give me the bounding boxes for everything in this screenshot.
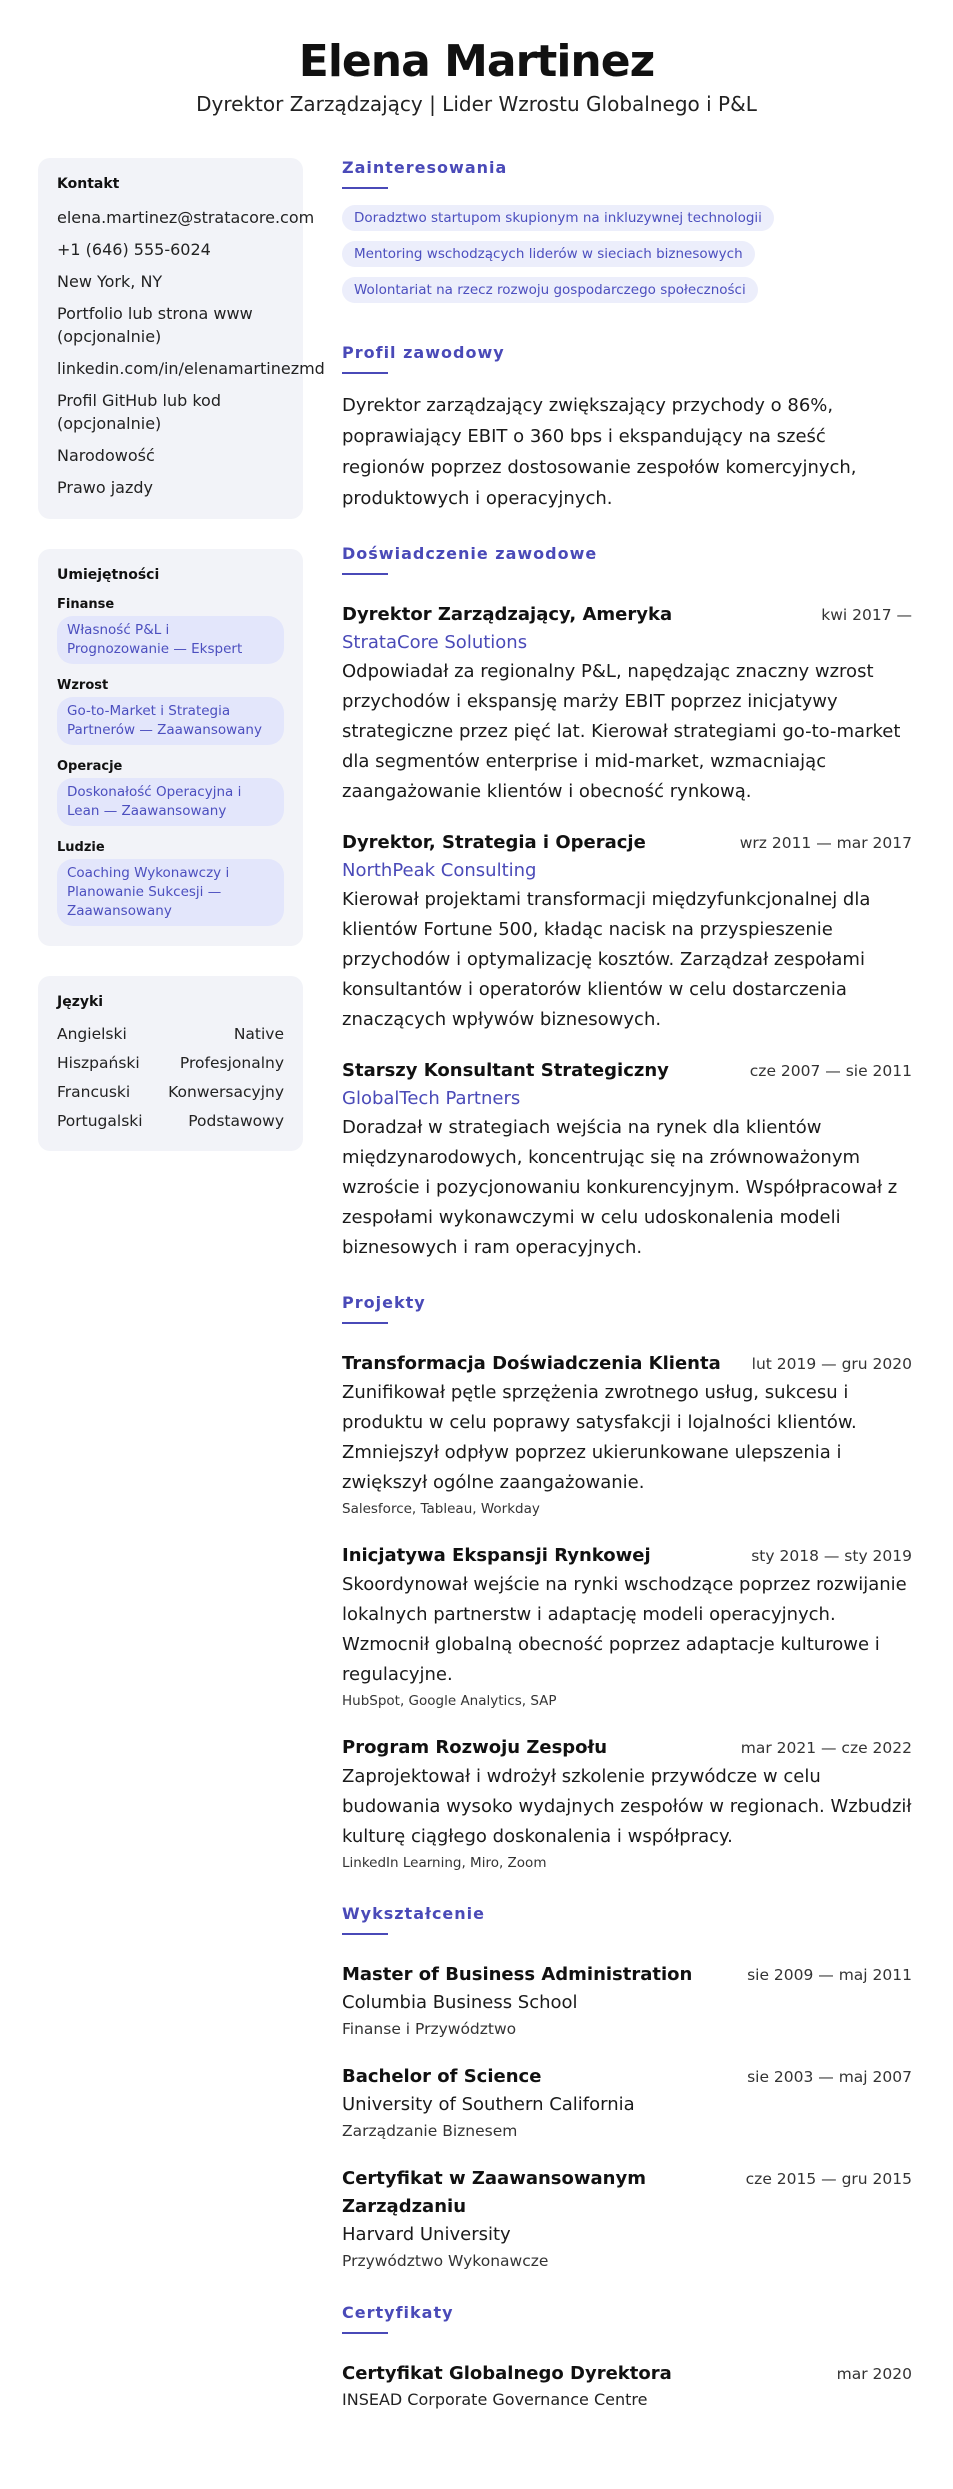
- section-divider: [342, 372, 388, 374]
- section-divider: [342, 187, 388, 189]
- language-level: Podstawowy: [188, 1112, 284, 1130]
- language-level: Konwersacyjny: [168, 1083, 284, 1101]
- project-name: Program Rozwoju Zespołu: [342, 1737, 608, 1758]
- candidate-headline: Dyrektor Zarządzający | Lider Wzrostu Globalnego i P&L: [196, 92, 757, 116]
- languages-title: Języki: [57, 994, 104, 1010]
- job-description: Doradzał w strategiach wejścia na rynek dla klientów międzynarodowych, koncentrując się na zrównoważonym wzroście i pozycjonowaniu konkurencyjnym. Współpracował z zespołami wykonawczymi w celu udoskonalenia modeli biznesowych i ram operacyjnych.: [342, 1117, 898, 1258]
- contact-linkedin[interactable]: linkedin.com/in/elenamartinezmd: [57, 359, 325, 378]
- experience-entry: [342, 829, 912, 1035]
- certification-name: Certyfikat Globalnego Dyrektora: [342, 2363, 672, 2384]
- company-name: GlobalTech Partners: [342, 1088, 521, 1109]
- projects-section: [342, 1293, 912, 1874]
- education-date: sie 2009 — maj 2011: [747, 1966, 912, 1984]
- skill-pill: Własność P&L i Prognozowanie — Ekspert: [57, 616, 284, 664]
- project-date: lut 2019 — gru 2020: [751, 1355, 912, 1373]
- skill-pill: Doskonałość Operacyjna i Lean — Zaawansowany: [57, 778, 284, 826]
- job-date: cze 2007 — sie 2011: [749, 1062, 912, 1080]
- experience-entry: [342, 1057, 912, 1263]
- sidebar: [38, 158, 325, 1181]
- project-tools: LinkedIn Learning, Miro, Zoom: [342, 1855, 547, 1871]
- language-level: Native: [233, 1025, 284, 1043]
- contact-portfolio[interactable]: Portfolio lub strona www (opcjonalnie): [57, 304, 253, 346]
- section-divider: [342, 2332, 388, 2334]
- project-date: mar 2021 — cze 2022: [740, 1739, 912, 1757]
- resume-header: [0, 0, 953, 116]
- project-tools: Salesforce, Tableau, Workday: [342, 1501, 540, 1517]
- interest-pill: Mentoring wschodzących liderów w sieciach biznesowych: [342, 241, 755, 267]
- project-date: sty 2018 — sty 2019: [751, 1547, 912, 1565]
- section-title: Projekty: [342, 1293, 426, 1312]
- certifications-section: [342, 2303, 912, 2412]
- certification-entry: [342, 2360, 912, 2412]
- skill-category: Wzrost: [57, 678, 109, 693]
- language-level: Profesjonalny: [179, 1054, 284, 1072]
- section-title: Certyfikaty: [342, 2303, 454, 2322]
- certification-issuer: INSEAD Corporate Governance Centre: [342, 2390, 648, 2409]
- skills-card: [38, 549, 303, 946]
- interest-pill: Wolontariat na rzecz rozwoju gospodarczego społeczności: [342, 277, 758, 303]
- skills-title: Umiejętności: [57, 567, 160, 583]
- language-name: Hiszpański: [57, 1054, 140, 1072]
- project-description: Zaprojektował i wdrożył szkolenie przywódcze w celu budowania wysoko wydajnych zespołów w regionach. Wzbudził kulturę ciągłego doskonalenia i współpracy.: [342, 1766, 912, 1847]
- language-name: Francuski: [57, 1083, 131, 1101]
- job-title: Dyrektor, Strategia i Operacje: [342, 832, 646, 853]
- project-name: Transformacja Doświadczenia Klienta: [342, 1353, 721, 1374]
- project-description: Skoordynował wejście na rynki wschodzące poprzez rozwijanie lokalnych partnerstw i adaptację modeli operacyjnych. Wzmocnił globalną obecność poprzez adaptacje kulturowe i regulacyjne.: [342, 1574, 907, 1685]
- profile-section: [342, 343, 912, 514]
- field-of-study: Przywództwo Wykonawcze: [342, 2252, 549, 2270]
- education-date: sie 2003 — maj 2007: [747, 2068, 912, 2086]
- degree-name: Master of Business Administration: [342, 1964, 693, 1985]
- skill-category: Finanse: [57, 597, 115, 612]
- experience-section: [342, 544, 912, 1263]
- skill-pill: Go-to-Market i Strategia Partnerów — Zaawansowany: [57, 697, 284, 745]
- interest-pill: Doradztwo startupom skupionym na inkluzywnej technologii: [342, 205, 774, 231]
- education-section: [342, 1904, 912, 2273]
- degree-name: Certyfikat w Zaawansowanym Zarządzaniu: [342, 2168, 646, 2217]
- language-name: Portugalski: [57, 1112, 143, 1130]
- section-title: Zainteresowania: [342, 158, 508, 177]
- project-entry: [342, 1350, 912, 1520]
- job-date: wrz 2011 — mar 2017: [739, 834, 912, 852]
- company-name: StrataCore Solutions: [342, 632, 528, 653]
- language-row: [57, 1024, 284, 1044]
- section-divider: [342, 1933, 388, 1935]
- school-name: University of Southern California: [342, 2094, 635, 2115]
- contact-nationality: Narodowość: [57, 446, 155, 465]
- education-entry: [342, 1961, 912, 2041]
- main-content: [342, 158, 912, 2442]
- project-name: Inicjatywa Ekspansji Rynkowej: [342, 1545, 651, 1566]
- contact-email[interactable]: elena.martinez@stratacore.com: [57, 208, 315, 227]
- school-name: Columbia Business School: [342, 1992, 578, 2013]
- degree-name: Bachelor of Science: [342, 2066, 542, 2087]
- field-of-study: Finanse i Przywództwo: [342, 2020, 517, 2038]
- job-date: kwi 2017 —: [821, 606, 912, 624]
- profile-summary: Dyrektor zarządzający zwiększający przychody o 86%, poprawiający EBIT o 360 bps i ekspandujący na sześć regionów poprzez dostosowanie zespołów komercyjnych, produktowych i operacyjnych.: [342, 395, 857, 509]
- languages-card: [38, 976, 303, 1151]
- project-entry: [342, 1542, 912, 1712]
- certification-date: mar 2020: [836, 2365, 912, 2383]
- skill-category: Operacje: [57, 759, 123, 774]
- education-date: cze 2015 — gru 2015: [745, 2170, 912, 2188]
- contact-driving-license: Prawo jazdy: [57, 478, 153, 497]
- education-entry: [342, 2165, 912, 2273]
- section-title: Doświadczenie zawodowe: [342, 544, 598, 563]
- job-title: Starszy Konsultant Strategiczny: [342, 1060, 669, 1081]
- section-divider: [342, 1322, 388, 1324]
- section-title: Wykształcenie: [342, 1904, 485, 1923]
- contact-location: New York, NY: [57, 272, 163, 291]
- section-title: Profil zawodowy: [342, 343, 505, 362]
- contact-card: [38, 158, 325, 519]
- company-name: NorthPeak Consulting: [342, 860, 537, 881]
- candidate-name: Elena Martinez: [298, 36, 655, 87]
- education-entry: [342, 2063, 912, 2143]
- project-entry: [342, 1734, 912, 1874]
- skill-category: Ludzie: [57, 840, 105, 855]
- contact-title: Kontakt: [57, 176, 120, 192]
- language-row: [57, 1082, 284, 1102]
- project-tools: HubSpot, Google Analytics, SAP: [342, 1693, 557, 1709]
- school-name: Harvard University: [342, 2224, 511, 2245]
- language-row: [57, 1053, 284, 1073]
- job-description: Odpowiadał za regionalny P&L, napędzając znaczny wzrost przychodów i ekspansję marży EBIT poprzez inicjatywy strategiczne przez pięć lat. Kierował strategiami go-to-market dla segmentów enterprise i mid-market, wzmacniając zaangażowanie klientów i obecność rynkową.: [342, 661, 901, 802]
- section-divider: [342, 573, 388, 575]
- job-title: Dyrektor Zarządzający, Ameryka: [342, 604, 673, 625]
- contact-github[interactable]: Profil GitHub lub kod (opcjonalnie): [57, 391, 221, 433]
- skill-pill: Coaching Wykonawczy i Planowanie Sukcesji — Zaawansowany: [57, 859, 284, 926]
- language-name: Angielski: [57, 1025, 127, 1043]
- field-of-study: Zarządzanie Biznesem: [342, 2122, 518, 2140]
- contact-phone[interactable]: +1 (646) 555-6024: [57, 240, 211, 259]
- job-description: Kierował projektami transformacji międzyfunkcjonalnej dla klientów Fortune 500, kładąc nacisk na przyspieszenie przychodów i optymalizację kosztów. Zarządzał zespołami konsultantów i operatorów klientów w celu dostarczenia znaczących wpływów biznesowych.: [342, 889, 871, 1030]
- experience-entry: [342, 601, 912, 807]
- project-description: Zunifikował pętle sprzężenia zwrotnego usług, sukcesu i produktu w celu poprawy satysfakcji i lojalności klientów. Zmniejszył odpływ poprzez ukierunkowane ulepszenia i zwiększył ogólne zaangażowanie.: [342, 1382, 857, 1493]
- language-row: [57, 1111, 284, 1131]
- interests-section: [342, 158, 912, 313]
